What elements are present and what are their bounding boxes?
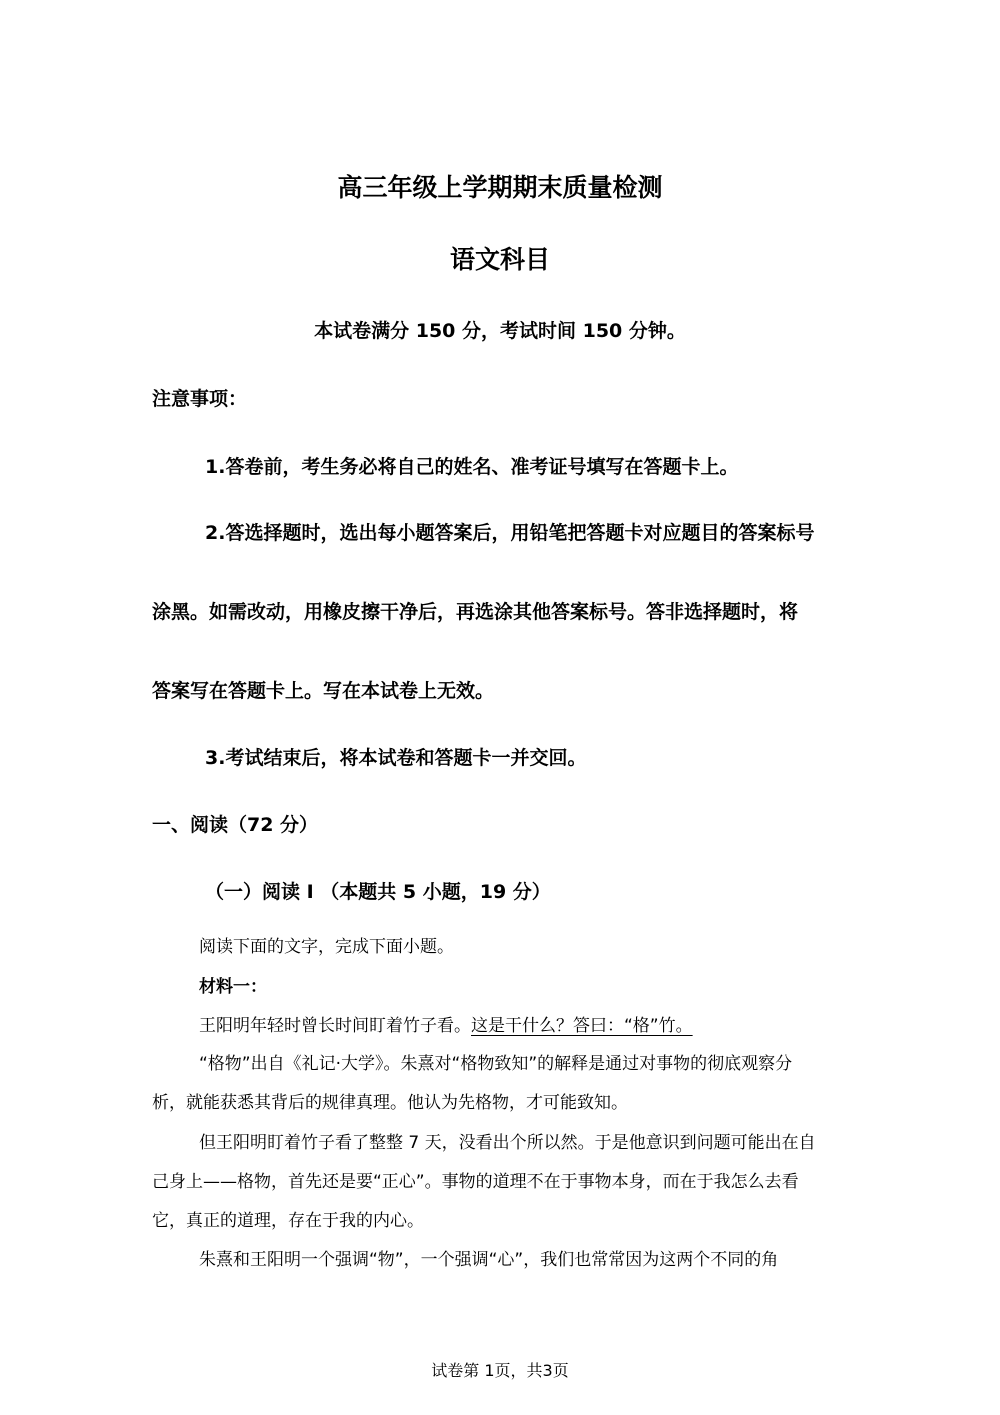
notice-item-3: 3.考试结束后，将本试卷和答题卡一并交回。 — [205, 747, 587, 769]
notice-item-2-line-2: 涂黑。如需改动，用橡皮擦干净后，再选涂其他答案标号。答非选择题时，将 — [152, 601, 799, 623]
material-label: 材料一： — [199, 977, 267, 997]
notice-item-2-line-1: 2.答选择题时，选出每小题答案后，用铅笔把答题卡对应题目的答案标号 — [205, 522, 815, 544]
exam-title: 高三年级上学期期末质量检测 — [337, 173, 663, 202]
paragraph-3-line-2: 己身上——格物，首先还是要“正心”。事物的道理不在于事物本身，而在于我怎么去看 — [152, 1172, 799, 1192]
subsection-heading: （一）阅读 I （本题共 5 小题，19 分） — [205, 881, 551, 903]
paragraph-1-underlined: 这是干什么？答曰：“格”竹。 — [471, 1016, 693, 1036]
paragraph-1 — [199, 1011, 693, 1036]
notice-item-2-line-3: 答案写在答题卡上。写在本试卷上无效。 — [152, 680, 495, 702]
notice-heading: 注意事项： — [152, 388, 248, 410]
paragraph-3-line-3: 它，真正的道理，存在于我的内心。 — [152, 1211, 424, 1231]
paragraph-3-line-1: 但王阳明盯着竹子看了整整 7 天，没看出个所以然。于是他意识到问题可能出在自 — [199, 1133, 816, 1153]
paragraph-1-text: 王阳明年轻时曾长时间盯着竹子看。 — [199, 1016, 471, 1036]
subject-title: 语文科目 — [449, 245, 550, 274]
paragraph-2-line-2: 析，就能获悉其背后的规律真理。他认为先格物，才可能致知。 — [152, 1093, 628, 1113]
page-footer: 试卷第 1页，共3页 — [431, 1361, 569, 1380]
paragraph-2-line-1: “格物”出自《礼记·大学》。朱熹对“格物致知”的解释是通过对事物的彻底观察分 — [199, 1054, 793, 1074]
exam-info: 本试卷满分 150 分，考试时间 150 分钟。 — [314, 320, 686, 342]
notice-item-1: 1.答卷前，考生务必将自己的姓名、准考证号填写在答题卡上。 — [205, 456, 739, 478]
paragraph-4-line-1: 朱熹和王阳明一个强调“物”，一个强调“心”，我们也常常因为这两个不同的角 — [199, 1250, 779, 1270]
passage-intro: 阅读下面的文字，完成下面小题。 — [199, 937, 454, 957]
section-heading: 一、阅读（72 分） — [152, 814, 319, 836]
